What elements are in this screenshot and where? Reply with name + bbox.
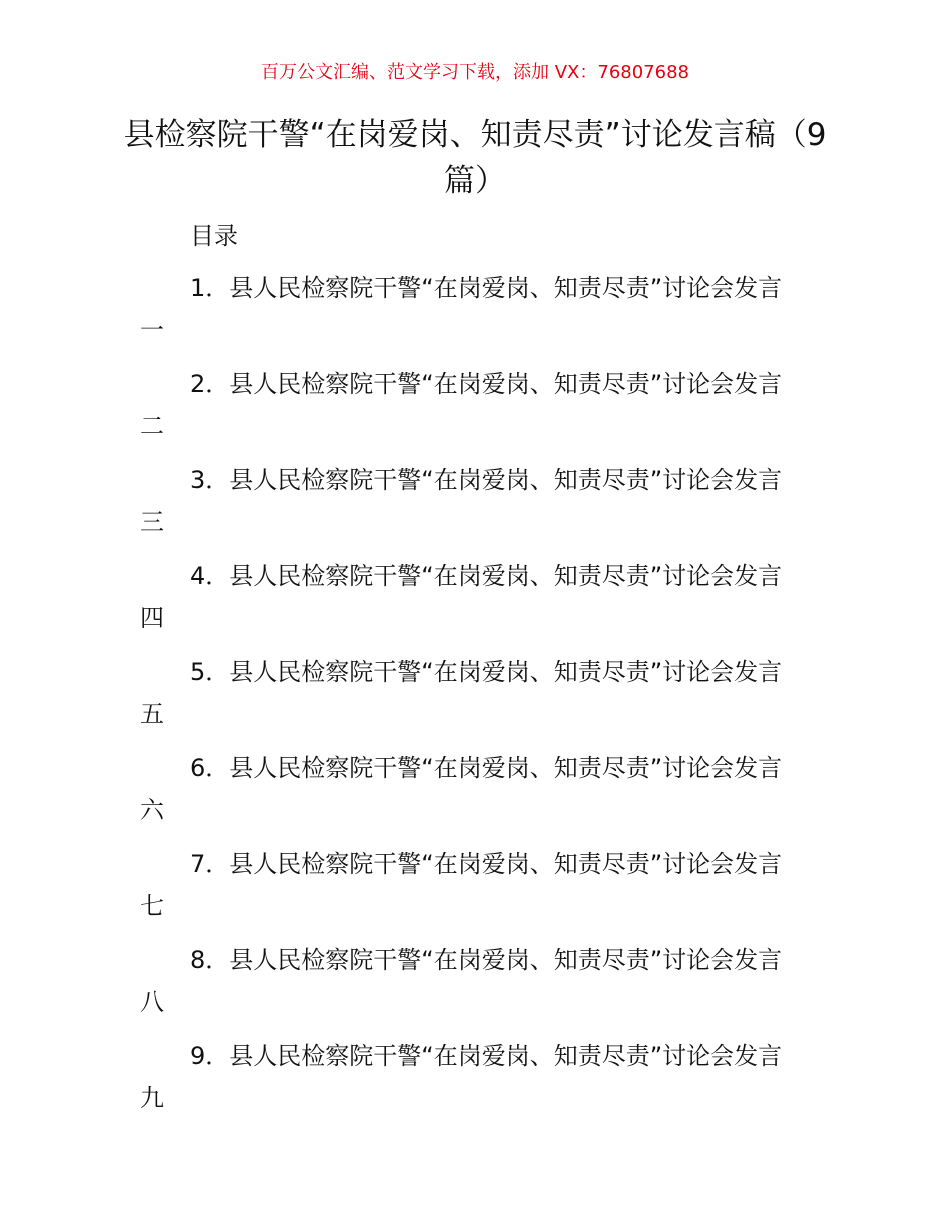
toc-item-suffix: 三 <box>140 508 164 536</box>
toc-item-suffix: 一 <box>140 316 164 344</box>
toc-heading: 目录 <box>190 222 238 250</box>
toc-item-text: 8．县人民检察院干警“在岗爱岗、知责尽责”讨论会发言 <box>190 946 783 974</box>
toc-item-text: 4．县人民检察院干警“在岗爱岗、知责尽责”讨论会发言 <box>190 562 783 590</box>
toc-item-suffix: 七 <box>140 892 164 920</box>
toc-item-suffix: 九 <box>140 1084 164 1112</box>
document-title: 县检察院干警“在岗爱岗、知责尽责”讨论发言稿（9 篇） <box>123 117 827 199</box>
toc-item-7 <box>140 844 820 940</box>
promo-header-text: 百万公文汇编、范文学习下载，添加 VX：76807688 <box>261 62 689 83</box>
toc-item-text: 5．县人民检察院干警“在岗爱岗、知责尽责”讨论会发言 <box>190 658 783 686</box>
toc-item-text: 7．县人民检察院干警“在岗爱岗、知责尽责”讨论会发言 <box>190 850 783 878</box>
toc-item-suffix: 四 <box>140 604 164 632</box>
toc-item-5 <box>140 652 820 748</box>
toc-item-suffix: 八 <box>140 988 164 1016</box>
table-of-contents <box>140 268 820 1132</box>
toc-item-3 <box>140 460 820 556</box>
toc-item-suffix: 二 <box>140 412 164 440</box>
toc-item-2 <box>140 364 820 460</box>
toc-item-6 <box>140 748 820 844</box>
toc-item-text: 6．县人民检察院干警“在岗爱岗、知责尽责”讨论会发言 <box>190 754 783 782</box>
toc-item-text: 3．县人民检察院干警“在岗爱岗、知责尽责”讨论会发言 <box>190 466 783 494</box>
toc-item-suffix: 六 <box>140 796 164 824</box>
toc-item-suffix: 五 <box>140 700 164 728</box>
toc-item-9 <box>140 1036 820 1132</box>
toc-item-4 <box>140 556 820 652</box>
toc-item-1 <box>140 268 820 364</box>
toc-item-text: 9．县人民检察院干警“在岗爱岗、知责尽责”讨论会发言 <box>190 1042 783 1070</box>
toc-item-text: 2．县人民检察院干警“在岗爱岗、知责尽责”讨论会发言 <box>190 370 783 398</box>
toc-item-8 <box>140 940 820 1036</box>
toc-item-text: 1．县人民检察院干警“在岗爱岗、知责尽责”讨论会发言 <box>190 274 783 302</box>
